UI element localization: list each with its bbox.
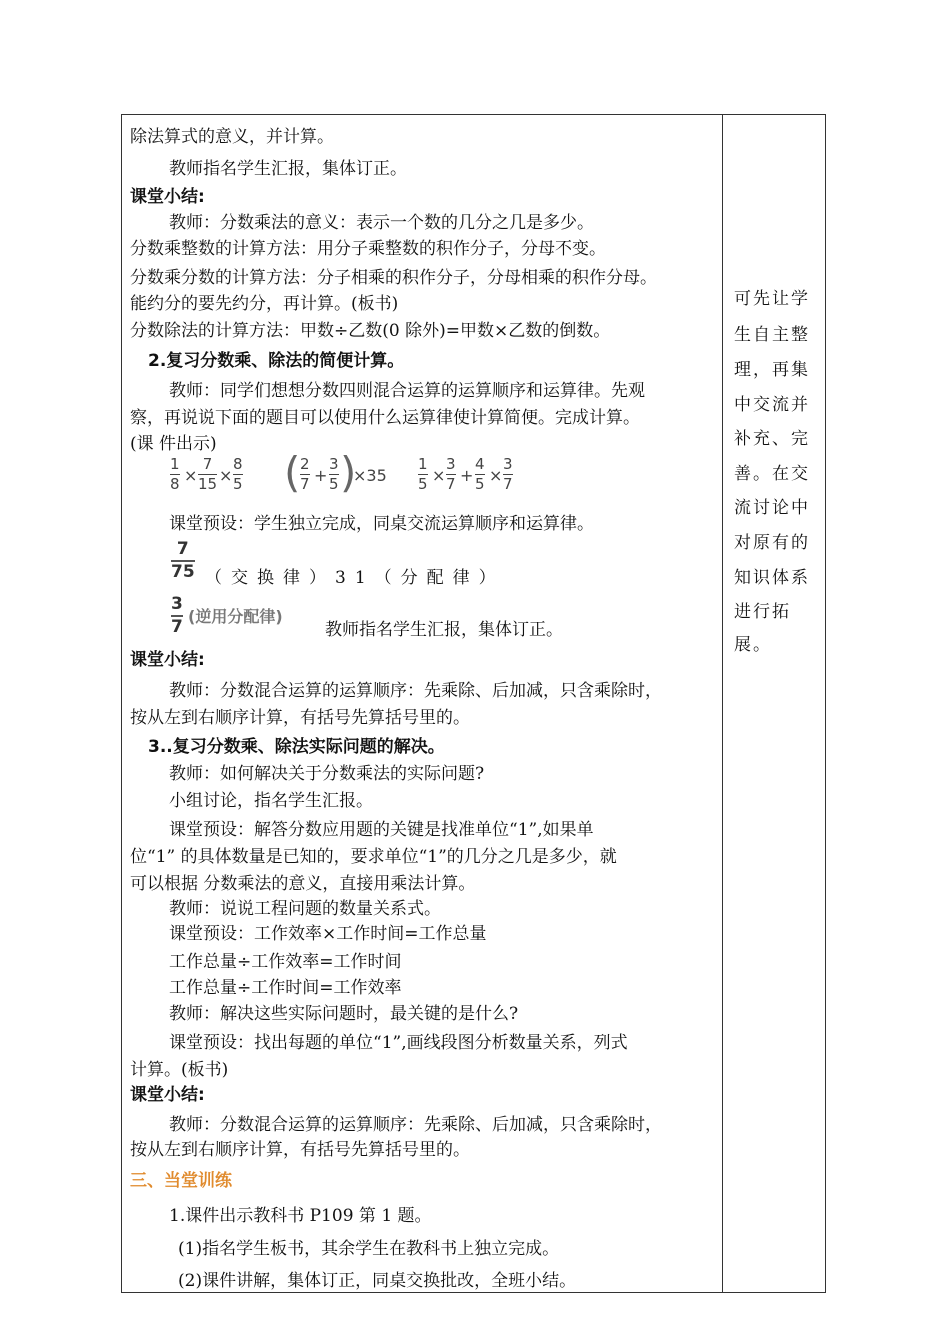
- operator: ×: [184, 466, 198, 485]
- fraction: 8 5: [233, 455, 243, 493]
- paren: ): [340, 448, 357, 497]
- text-line: 小组讨论，指名学生汇报。: [169, 791, 373, 811]
- text-line: 工作总量÷工作效率=工作时间: [169, 952, 402, 972]
- text-line: 按从左到右顺序计算，有括号先算括号里的。: [130, 1140, 470, 1160]
- text-line: 课堂预设：解答分数应用题的关键是找准单位“1”,如果单: [169, 820, 594, 840]
- answer-fraction: 7 75: [171, 539, 195, 582]
- text-line: 教师：分数混合运算的运算顺序：先乘除、后加减，只含乘除时，: [169, 681, 662, 701]
- operator: ×: [432, 466, 446, 485]
- text-line: (1)指名学生板书，其余学生在教科书上独立完成。: [178, 1239, 560, 1259]
- side-note-line: 对原有的: [734, 533, 810, 553]
- text-line: 课堂预设：工作效率×工作时间=工作总量: [169, 924, 487, 944]
- operator: ×: [489, 466, 503, 485]
- side-note-line: 知识体系: [734, 568, 810, 588]
- section-heading: 三、当堂训练: [130, 1171, 232, 1191]
- fraction: 3 7: [446, 455, 456, 493]
- text-line: 教师：如何解决关于分数乘法的实际问题?: [169, 764, 485, 784]
- text-line: 教师：说说工程问题的数量关系式。: [169, 899, 441, 919]
- fraction: 3 7: [503, 455, 513, 493]
- text-line: 课堂预设：找出每题的单位“1”,画线段图分析数量关系，列式: [169, 1033, 628, 1053]
- answer-note: (逆用分配律): [188, 607, 283, 626]
- summary-heading: 课堂小结:: [130, 650, 205, 670]
- text-line: 教师：解决这些实际问题时，最关键的是什么?: [169, 1004, 519, 1024]
- fraction: 3 5: [329, 455, 339, 493]
- text-line: 可以根据 分数乘法的意义，直接用乘法计算。: [130, 874, 476, 894]
- text-line: 除法算式的意义，并计算。: [130, 127, 334, 147]
- text-line: 分数乘整数的计算方法：用分子乘整数的积作分子，分母不变。: [130, 239, 606, 259]
- subsection-heading: 3..复习分数乘、除法实际问题的解决。: [148, 737, 445, 757]
- text-line: 察，再说说下面的题目可以使用什么运算律使计算简便。完成计算。: [130, 408, 640, 428]
- operator: +: [314, 466, 328, 485]
- text-line: (课 件出示): [130, 434, 217, 454]
- text-line: 1.课件出示教科书 P109 第 1 题。: [169, 1206, 432, 1226]
- text-line: 教师：同学们想想分数四则混合运算的运算顺序和运算律。先观: [169, 381, 645, 401]
- side-note-line: 善。在交: [734, 464, 810, 484]
- answer-fraction: 3 7: [171, 594, 183, 637]
- side-note-line: 中交流并: [734, 395, 810, 415]
- subsection-heading: 2.复习分数乘、除法的简便计算。: [148, 351, 405, 371]
- summary-heading: 课堂小结:: [130, 187, 205, 207]
- side-note-line: 理，再集: [734, 360, 810, 380]
- operator: ×35: [353, 466, 387, 485]
- side-note-line: 可先让学: [734, 289, 810, 309]
- text-line: 位“1” 的具体数量是已知的，要求单位“1”的几分之几是多少，就: [130, 847, 617, 867]
- operator: ×: [219, 466, 233, 485]
- text-line: 工作总量÷工作时间=工作效率: [169, 978, 402, 998]
- text-line: 能约分的要先约分，再计算。(板书): [130, 294, 399, 314]
- fraction: 4 5: [475, 455, 485, 493]
- side-note-line: 流讨论中: [734, 498, 810, 518]
- fraction: 1 5: [418, 455, 428, 493]
- side-note-line: 进行拓: [734, 602, 791, 622]
- side-note-line: 展。: [734, 635, 772, 655]
- text-line: 分数乘分数的计算方法：分子相乘的积作分子，分母相乘的积作分母。: [130, 268, 657, 288]
- column-divider: [722, 114, 723, 1293]
- text-line: 教师：分数混合运算的运算顺序：先乘除、后加减，只含乘除时，: [169, 1115, 662, 1135]
- text-line: 按从左到右顺序计算，有括号先算括号里的。: [130, 708, 470, 728]
- text-line: 教师指名学生汇报，集体订正。: [325, 620, 563, 640]
- summary-heading: 课堂小结:: [130, 1085, 205, 1105]
- fraction: 2 7: [300, 455, 310, 493]
- text-line: （交换律）31（分配律）: [205, 568, 505, 588]
- text-line: 计算。(板书): [130, 1060, 229, 1080]
- text-line: 课堂预设：学生独立完成，同桌交流运算顺序和运算律。: [169, 514, 594, 534]
- paren: (: [284, 448, 301, 497]
- fraction: 1 8: [170, 455, 180, 493]
- text-line: (2)课件讲解，集体订正，同桌交换批改，全班小结。: [178, 1271, 577, 1291]
- text-line: 分数除法的计算方法：甲数÷乙数(0 除外)=甲数×乙数的倒数。: [130, 321, 611, 341]
- side-note-line: 生自主整: [734, 325, 810, 345]
- side-note-line: 补充、完: [734, 429, 810, 449]
- text-line: 教师：分数乘法的意义：表示一个数的几分之几是多少。: [169, 213, 594, 233]
- fraction: 7 15: [198, 455, 218, 493]
- operator: +: [460, 466, 474, 485]
- text-line: 教师指名学生汇报，集体订正。: [169, 159, 407, 179]
